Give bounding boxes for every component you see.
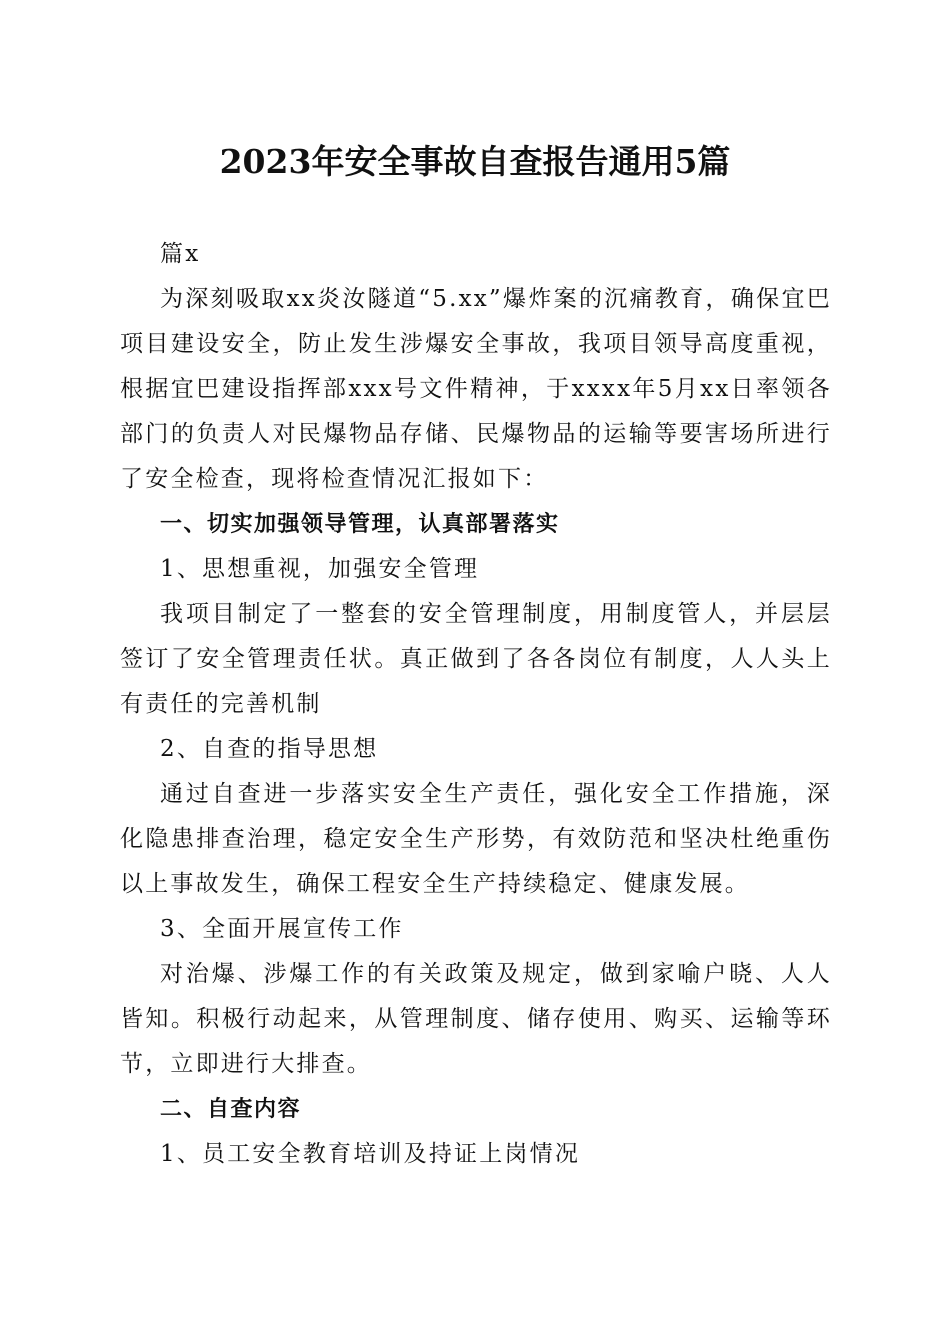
subsection-1-2-title: 2、自查的指导思想 [160, 736, 379, 762]
section-2-heading: 二、自查内容 [160, 1097, 302, 1122]
subsection-1-3-title: 3、全面开展宣传工作 [160, 916, 404, 942]
intro-paragraph: 为深刻吸取xx炎汝隧道“5.xx”爆炸案的沉痛教育，确保宜巴项目建设安全，防止发生涉爆安全事故，我项目领导高度重视，根据宜巴建设指挥部xxx号文件精神，于xxxx年5月xx日率领各部门的负责人对民爆物品存储、民爆物品的运输等要害场所进行了安全检查，现将检查情况汇报如下： [120, 286, 832, 492]
section-label: 篇x [160, 241, 201, 267]
subsection-2-1-title: 1、员工安全教育培训及持证上岗情况 [160, 1141, 581, 1167]
subsection-1-3-text: 对治爆、涉爆工作的有关政策及规定，做到家喻户晓、人人皆知。积极行动起来，从管理制度、储存使用、购买、运输等环节，立即进行大排查。 [120, 961, 832, 1077]
subsection-1-1-title: 1、思想重视，加强安全管理 [160, 556, 480, 582]
subsection-1-1-text: 我项目制定了一整套的安全管理制度，用制度管人，并层层签订了安全管理责任状。真正做到了各各岗位有制度，人人头上有责任的完善机制 [120, 601, 832, 717]
document-body [120, 232, 832, 1177]
subsection-1-2-text: 通过自查进一步落实安全生产责任，强化安全工作措施，深化隐患排查治理，稳定安全生产形势，有效防范和坚决杜绝重伤以上事故发生，确保工程安全生产持续稳定、健康发展。 [120, 781, 832, 897]
section-1-heading: 一、切实加强领导管理，认真部署落实 [160, 512, 560, 537]
document-title: 2023年安全事故自查报告通用5篇 [219, 142, 731, 181]
